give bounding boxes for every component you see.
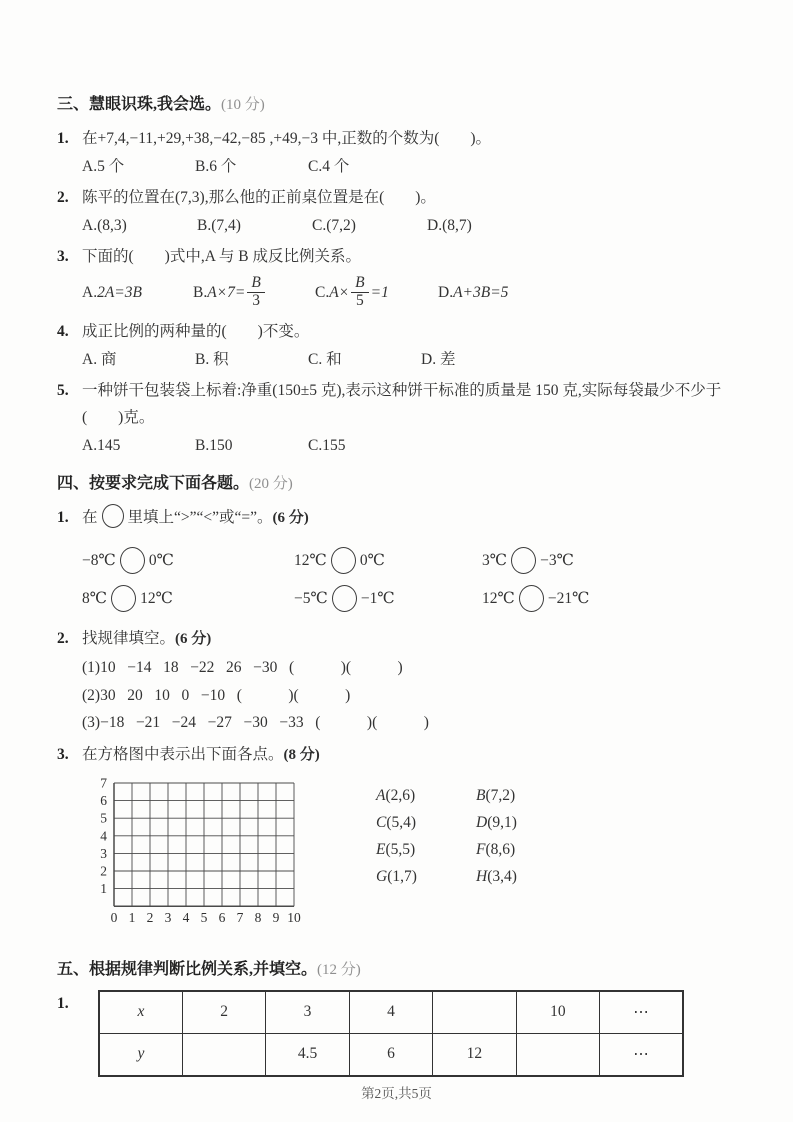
number-series — [82, 654, 741, 737]
svg-text:9: 9 — [272, 909, 280, 925]
table-cell[interactable]: 10 — [516, 991, 599, 1034]
question-number: 2. — [57, 630, 69, 647]
option-a: A.5 个 — [82, 158, 125, 175]
option-c: C.(7,2) — [312, 217, 356, 234]
question-number: 1. — [57, 994, 69, 1012]
option-a — [82, 279, 193, 306]
compare-right: 12℃ — [140, 589, 173, 607]
series-line-1: (1)10 −14 18 −22 26 −30 ( )( ) — [82, 659, 403, 676]
question-score: (8 分) — [283, 746, 320, 763]
option-a: A. 商 — [82, 351, 117, 368]
question-number: 5. — [57, 382, 69, 399]
instruction-pre: 在 — [82, 509, 98, 526]
point-letter: D — [476, 813, 488, 831]
option-label: B. — [193, 283, 208, 301]
point-coords: (2,6) — [385, 786, 416, 804]
option-b: B.(7,4) — [197, 217, 241, 234]
question-text — [82, 504, 741, 532]
question-4-3 — [57, 741, 741, 945]
question-3-2 — [57, 184, 741, 239]
option-a: A.(8,3) — [82, 217, 127, 234]
compare-left: 3℃ — [482, 551, 508, 569]
question-3-5 — [57, 377, 741, 459]
section-5-title-text: 五、根据规律判断比例关系,并填空。 — [57, 960, 318, 978]
point-coords: (5,5) — [385, 840, 416, 858]
blank-circle-icon[interactable] — [120, 547, 145, 574]
blank-circle-icon[interactable] — [332, 585, 357, 612]
comparison-rows — [82, 541, 741, 617]
options-row — [82, 212, 741, 239]
table-row-x — [99, 991, 683, 1034]
grid-area — [84, 774, 741, 937]
svg-text:7: 7 — [100, 775, 107, 790]
point-b — [476, 787, 576, 805]
table-cell[interactable]: 4 — [349, 991, 432, 1034]
svg-text:5: 5 — [200, 909, 208, 925]
question-number: 2. — [57, 189, 69, 206]
proportion-table — [98, 990, 684, 1077]
svg-text:4: 4 — [182, 909, 190, 925]
option-math: A+3B=5 — [453, 283, 509, 301]
blank-circle-icon — [102, 504, 124, 528]
series-line-2: (2)30 20 10 0 −10 ( )( ) — [82, 686, 351, 704]
table-cell: y — [99, 1033, 182, 1076]
section-5-title — [57, 957, 741, 983]
comparison-item — [82, 547, 294, 574]
option-b: B.150 — [195, 437, 233, 454]
question-5-1 — [57, 990, 741, 1077]
point-coords: (8,6) — [485, 840, 516, 858]
fraction-numerator: B — [351, 275, 368, 293]
point-h — [476, 868, 576, 886]
svg-text:3: 3 — [164, 909, 172, 925]
question-3-3 — [57, 243, 741, 314]
point-f — [476, 841, 576, 859]
comparison-item — [294, 547, 482, 574]
table-cell[interactable]: 2 — [182, 991, 265, 1034]
question-number: 1. — [57, 509, 69, 526]
compare-left: 12℃ — [294, 551, 327, 569]
svg-text:0: 0 — [110, 909, 118, 925]
svg-text:7: 7 — [236, 909, 244, 925]
comparison-item — [482, 585, 741, 612]
fraction — [247, 275, 264, 309]
section-3-title-text: 三、慧眼识珠,我会选。 — [57, 96, 222, 113]
question-text: 一种饼干包装袋上标着:净重(150±5 克),表示这种饼干标准的质量是 150 克,实际每袋最少不少于( )克。 — [82, 382, 722, 426]
svg-text:4: 4 — [100, 827, 107, 843]
svg-text:2: 2 — [100, 863, 107, 878]
compare-right: 0℃ — [359, 551, 385, 569]
svg-text:3: 3 — [100, 845, 107, 861]
section-4-title-text: 四、按要求完成下面各题。 — [57, 475, 250, 492]
table-cell[interactable]: 3 — [266, 991, 349, 1034]
question-text — [82, 625, 741, 653]
options-row — [82, 346, 741, 373]
point-letter: F — [476, 840, 486, 858]
option-c — [315, 275, 438, 309]
option-c: C.4 个 — [308, 158, 350, 175]
option-d: D.(8,7) — [427, 217, 472, 234]
point-letter: E — [376, 840, 386, 858]
point-letter: A — [376, 786, 386, 804]
option-math: A×7= — [207, 283, 246, 301]
table-cell: x — [99, 991, 182, 1034]
option-label: C. — [315, 283, 330, 301]
option-a: A.145 — [82, 437, 121, 454]
question-text: 成正比例的两种量的( )不变。 — [82, 323, 310, 340]
point-letter: B — [476, 786, 486, 804]
section-4-score: (20 分) — [249, 476, 293, 492]
point-c — [376, 814, 476, 832]
table-cell[interactable]: 12 — [433, 1033, 516, 1076]
svg-text:1: 1 — [100, 880, 107, 896]
comparison-item — [294, 585, 482, 612]
table-cell[interactable]: 6 — [349, 1033, 432, 1076]
section-4-title — [57, 471, 741, 497]
coordinate-grid[interactable] — [84, 774, 336, 937]
section-3-score: (10 分) — [221, 97, 265, 113]
table-cell: ⋯ — [600, 1033, 683, 1076]
option-d: D. 差 — [421, 351, 456, 368]
comparison-item — [482, 547, 741, 574]
option-b — [193, 275, 315, 309]
point-coords: (1,7) — [387, 867, 417, 885]
options-row — [82, 270, 741, 314]
question-text: 下面的( )式中,A 与 B 成反比例关系。 — [82, 248, 362, 265]
instruction-text: 在方格图中表示出下面各点。 — [82, 745, 284, 763]
question-score: (6 分) — [175, 631, 212, 647]
comparison-row — [82, 579, 741, 617]
option-d — [438, 279, 508, 306]
blank-circle-icon[interactable] — [111, 585, 136, 612]
table-row-y — [99, 1033, 683, 1076]
table-cell[interactable]: 4.5 — [266, 1033, 349, 1076]
option-b: B. 积 — [195, 351, 229, 368]
fraction-denominator: 5 — [356, 292, 364, 309]
blank-circle-icon[interactable] — [331, 547, 356, 574]
table-cell[interactable] — [182, 1033, 265, 1076]
instruction-post: 里填上“>”“<”或“=”。 — [127, 509, 273, 526]
point-coords: (7,2) — [485, 786, 516, 804]
question-4-1 — [57, 504, 741, 621]
table-cell[interactable] — [516, 1033, 599, 1076]
section-3-title — [57, 92, 741, 118]
options-row — [82, 153, 741, 180]
svg-text:1: 1 — [128, 909, 136, 925]
fraction-denominator: 3 — [252, 292, 260, 309]
table-cell[interactable] — [433, 991, 516, 1034]
compare-right: −3℃ — [540, 551, 574, 569]
question-number: 1. — [57, 130, 69, 147]
compare-right: −21℃ — [547, 589, 590, 607]
point-e — [376, 841, 476, 859]
point-coords: (5,4) — [386, 813, 417, 831]
svg-text:6: 6 — [218, 909, 226, 925]
table-cell: ⋯ — [600, 991, 683, 1034]
question-text: 在+7,4,−11,+29,+38,−42,−85 ,+49,−3 中,正数的个数为( )。 — [82, 130, 492, 147]
option-math: 2A=3B — [97, 283, 142, 301]
option-c: C.155 — [308, 437, 346, 454]
blank-circle-icon[interactable] — [519, 585, 544, 612]
compare-left: 8℃ — [82, 589, 108, 607]
svg-text:8: 8 — [254, 909, 262, 925]
question-number: 4. — [57, 323, 69, 340]
question-text: 陈平的位置在(7,3),那么他的正前桌位置是在( )。 — [82, 189, 436, 206]
question-4-2 — [57, 625, 741, 737]
question-score: (6 分) — [272, 510, 309, 526]
question-3-1 — [57, 125, 741, 180]
compare-right: −1℃ — [360, 589, 395, 607]
point-d — [476, 814, 576, 832]
comparison-item — [82, 585, 294, 612]
question-number: 3. — [57, 248, 69, 265]
option-math: =1 — [370, 283, 389, 301]
option-c: C. 和 — [308, 351, 342, 368]
compare-right: 0℃ — [148, 551, 174, 569]
point-letter: C — [376, 813, 387, 831]
compare-left: 12℃ — [482, 589, 515, 607]
svg-text:6: 6 — [100, 792, 107, 808]
fraction — [351, 275, 368, 309]
page-footer: 第2页,共5页 — [361, 1086, 432, 1101]
svg-text:5: 5 — [100, 810, 107, 826]
point-a — [376, 787, 476, 805]
option-label: A. — [82, 283, 98, 301]
point-letter: G — [376, 867, 388, 885]
option-b: B.6 个 — [195, 158, 237, 175]
point-g — [376, 868, 476, 886]
option-math: A× — [329, 283, 350, 301]
option-label: D. — [438, 283, 454, 301]
point-coords: (9,1) — [487, 813, 517, 831]
fraction-numerator: B — [247, 275, 264, 293]
points-list — [376, 787, 576, 937]
point-letter: H — [476, 867, 488, 885]
compare-left: −8℃ — [82, 551, 116, 569]
svg-text:2: 2 — [146, 909, 154, 925]
svg-text:10: 10 — [287, 909, 301, 925]
instruction-text: 找规律填空。 — [82, 630, 176, 647]
compare-left: −5℃ — [294, 589, 328, 607]
point-coords: (3,4) — [487, 867, 517, 885]
comparison-row — [82, 541, 741, 579]
series-line-3: (3)−18 −21 −24 −27 −30 −33 ( )( ) — [82, 714, 429, 731]
question-text — [82, 741, 741, 769]
question-number: 3. — [57, 745, 69, 763]
section-5-score: (12 分) — [317, 961, 361, 978]
options-row — [82, 432, 741, 459]
question-3-4 — [57, 318, 741, 373]
blank-circle-icon[interactable] — [511, 547, 536, 574]
